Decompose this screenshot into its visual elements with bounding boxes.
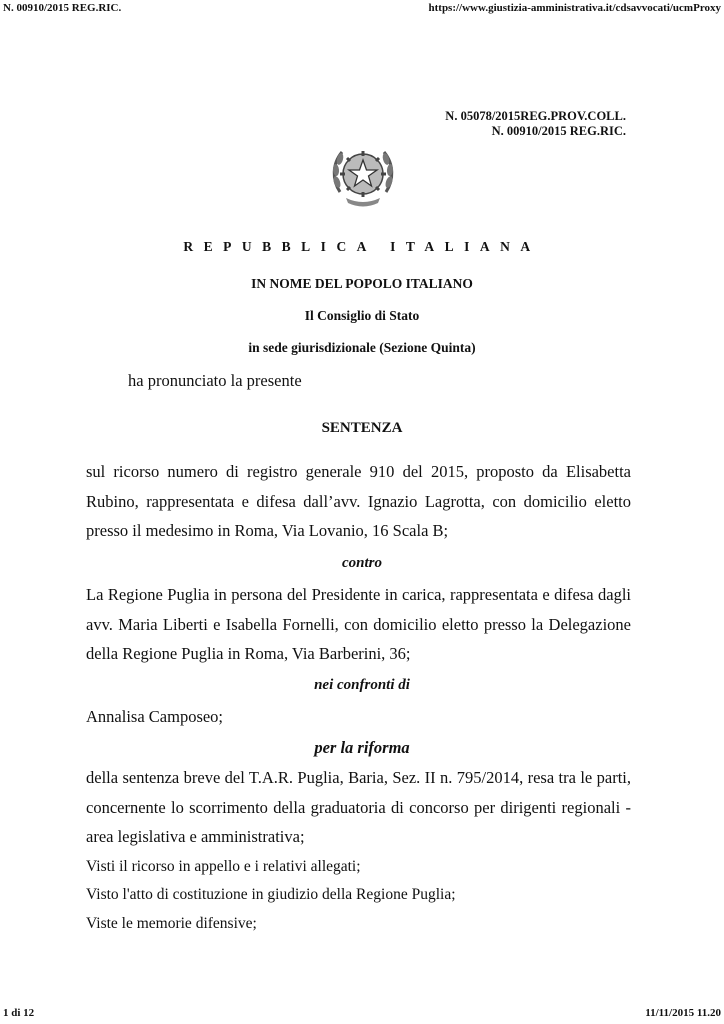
sentence-title: SENTENZA <box>321 420 403 436</box>
counterparty-line: Annalisa Camposeo; <box>86 707 224 726</box>
visti-line-2: Visto l'atto di costituzione in giudizio della Regione Puglia; <box>86 886 456 903</box>
footer-page-number: 1 di 12 <box>3 1007 35 1019</box>
header-case-number: N. 00910/2015 REG.RIC. <box>3 2 122 14</box>
header-url[interactable]: https://www.giustizia-amministrativa.it/cdsavvocati/ucmProxy <box>428 2 721 14</box>
footer-datetime: 11/11/2015 11.20 <box>645 1007 721 1019</box>
heading-republic: REPUBBLICA ITALIANA <box>183 239 541 254</box>
contro-heading: contro <box>341 555 382 571</box>
heading-council: Il Consiglio di Stato <box>304 308 420 323</box>
heading-section: in sede giurisdizionale (Sezione Quinta) <box>248 340 476 355</box>
italian-republic-emblem-icon <box>328 140 398 210</box>
per-la-riforma-heading: per la riforma <box>314 738 410 757</box>
appeal-paragraph: sul ricorso numero di registro generale 910 del 2015, proposto da Elisabetta Rubino, rappresentata e difesa dall’avv. Ignazio Lagrotta, con domicilio eletto presso il medesimo in Roma, Via Lovanio, 16 Scala B; <box>86 462 631 540</box>
ref-prov-coll: N. 05078/2015REG.PROV.COLL. <box>445 109 626 123</box>
case-references <box>445 109 626 139</box>
heading-in-name: IN NOME DEL POPOLO ITALIANO <box>251 276 473 291</box>
reform-paragraph: della sentenza breve del T.A.R. Puglia, Baria, Sez. II n. 795/2014, resa tra le parti, concernente lo scorrimento della graduatoria di concorso per dirigenti regionali - area legislativa e amministrativa; <box>86 768 631 846</box>
visti-line-1: Visti il ricorso in appello e i relativi allegati; <box>86 858 361 875</box>
ref-reg-ric: N. 00910/2015 REG.RIC. <box>491 124 626 138</box>
respondent-paragraph: La Regione Puglia in persona del Presidente in carica, rappresentata e difesa dagli avv. Maria Liberti e Isabella Fornelli, con domicilio eletto presso la Delegazione della Regione Puglia in Roma, Via Barberini, 36; <box>86 585 631 663</box>
pronounced-line: ha pronunciato la presente <box>128 371 302 390</box>
nei-confronti-heading: nei confronti di <box>314 677 410 693</box>
visti-line-3: Viste le memorie difensive; <box>86 915 257 932</box>
